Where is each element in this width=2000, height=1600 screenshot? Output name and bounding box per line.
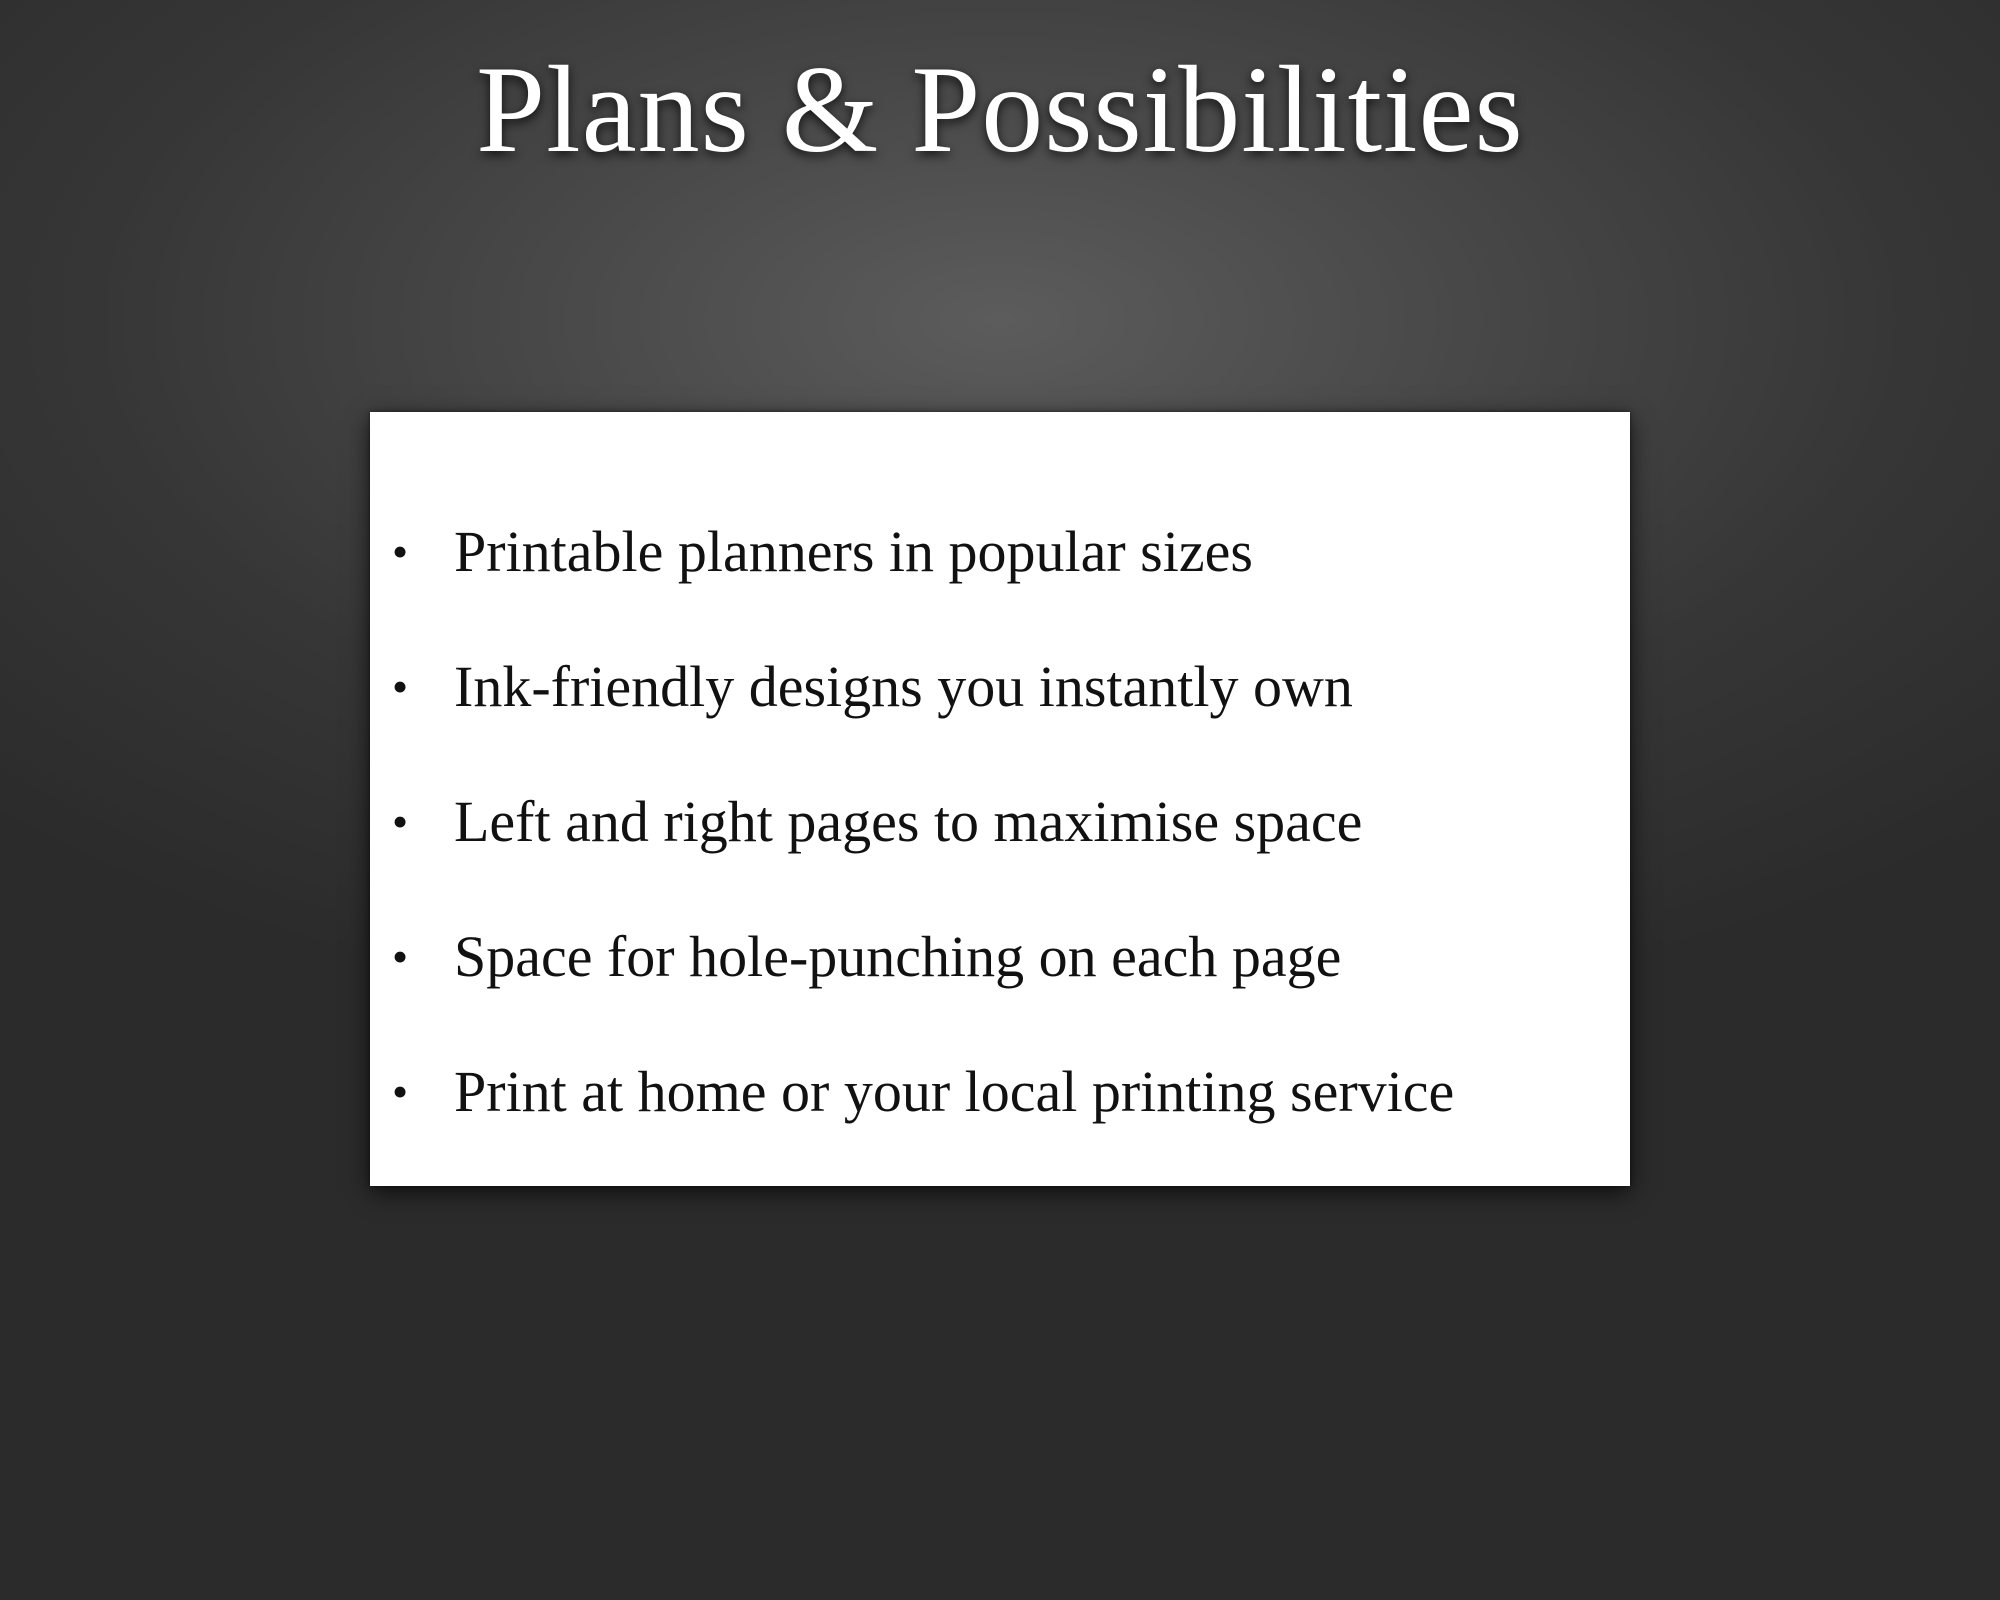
list-item [370,484,1630,619]
bullet-icon: • [392,796,409,847]
bullet-icon: • [392,661,409,712]
bullet-icon: • [392,1066,409,1117]
list-item [370,1024,1630,1159]
slide-title: Plans & Possibilities [476,41,1524,178]
list-item [370,754,1630,889]
content-card [370,412,1630,1186]
bullet-text: Print at home or your local printing service [454,1059,1455,1124]
bullet-text: Left and right pages to maximise space [454,789,1363,854]
bullet-text: Printable planners in popular sizes [454,519,1253,584]
bullet-icon: • [392,931,409,982]
bullet-list [370,484,1630,1159]
list-item [370,619,1630,754]
bullet-icon: • [392,526,409,577]
bullet-text: Ink-friendly designs you instantly own [454,654,1353,719]
bullet-text: Space for hole-punching on each page [454,924,1342,989]
list-item [370,889,1630,1024]
